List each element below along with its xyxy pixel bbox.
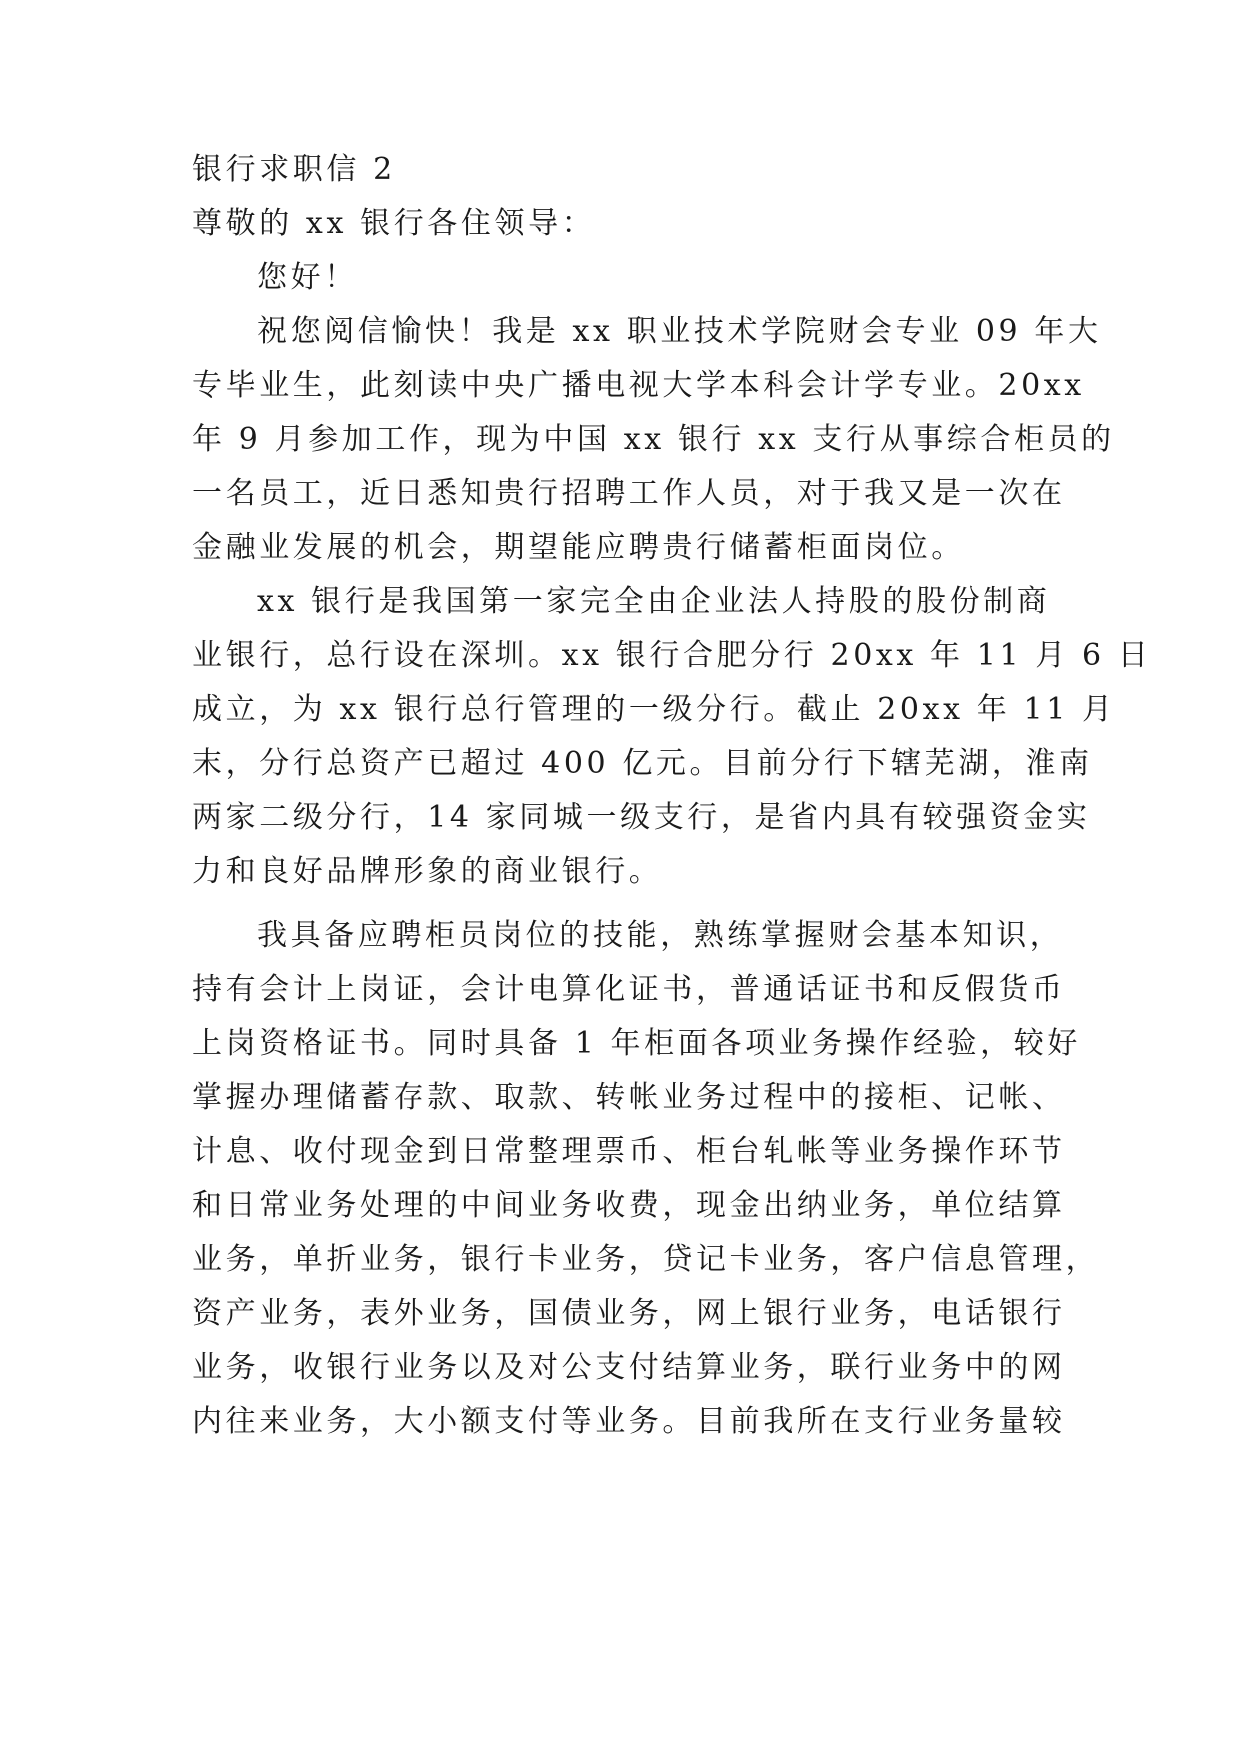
paragraph-line: 金融业发展的机会，期望能应聘贵行储蓄柜面岗位。 (192, 530, 965, 565)
paragraph-line: 成立，为 xx 银行总行管理的一级分行。截止 20xx 年 11 月 (192, 692, 1116, 727)
paragraph-line: 业务，单折业务，银行卡业务，贷记卡业务，客户信息管理， (192, 1242, 1100, 1277)
paragraph-line: 年 9 月参加工作，现为中国 xx 银行 xx 支行从事综合柜员的 (192, 422, 1115, 457)
paragraph-line: 计息、收付现金到日常整理票币、柜台轧帐等业务操作环节 (192, 1134, 1066, 1169)
paragraph-line: 持有会计上岗证，会计电算化证书，普通话证书和反假货币 (192, 972, 1066, 1007)
paragraph-line: 业银行，总行设在深圳。xx 银行合肥分行 20xx 年 11 月 6 日 (192, 638, 1152, 673)
paragraph-line: 两家二级分行，14 家同城一级支行，是省内具有较强资金实 (192, 800, 1091, 835)
paragraph-line: 内往来业务，大小额支付等业务。目前我所在支行业务量较 (192, 1404, 1066, 1439)
paragraph-line: 末，分行总资产已超过 400 亿元。目前分行下辖芜湖，淮南 (192, 746, 1093, 781)
paragraph-line: 掌握办理储蓄存款、取款、转帐业务过程中的接柜、记帐、 (192, 1080, 1066, 1115)
paragraph-line: xx 银行是我国第一家完全由企业法人持股的股份制商 (257, 584, 1051, 619)
paragraph-line: 业务，收银行业务以及对公支付结算业务，联行业务中的网 (192, 1350, 1066, 1385)
paragraph-line: 祝您阅信愉快！我是 xx 职业技术学院财会专业 09 年大 (257, 314, 1102, 349)
paragraph-line: 资产业务，表外业务，国债业务，网上银行业务，电话银行 (192, 1296, 1066, 1331)
paragraph-line: 我具备应聘柜员岗位的技能，熟练掌握财会基本知识， (257, 918, 1064, 953)
paragraph-line: 上岗资格证书。同时具备 1 年柜面各项业务操作经验，较好 (192, 1026, 1081, 1061)
greeting: 您好！ (257, 260, 358, 295)
document-title: 银行求职信 2 (192, 152, 396, 187)
paragraph-line: 和日常业务处理的中间业务收费，现金出纳业务，单位结算 (192, 1188, 1066, 1223)
paragraph-line: 专毕业生，此刻读中央广播电视大学本科会计学专业。20xx (192, 368, 1085, 403)
salutation: 尊敬的 xx 银行各住领导： (192, 206, 596, 241)
paragraph-line: 力和良好品牌形象的商业银行。 (192, 854, 663, 889)
paragraph-line: 一名员工，近日悉知贵行招聘工作人员，对于我又是一次在 (192, 476, 1066, 511)
